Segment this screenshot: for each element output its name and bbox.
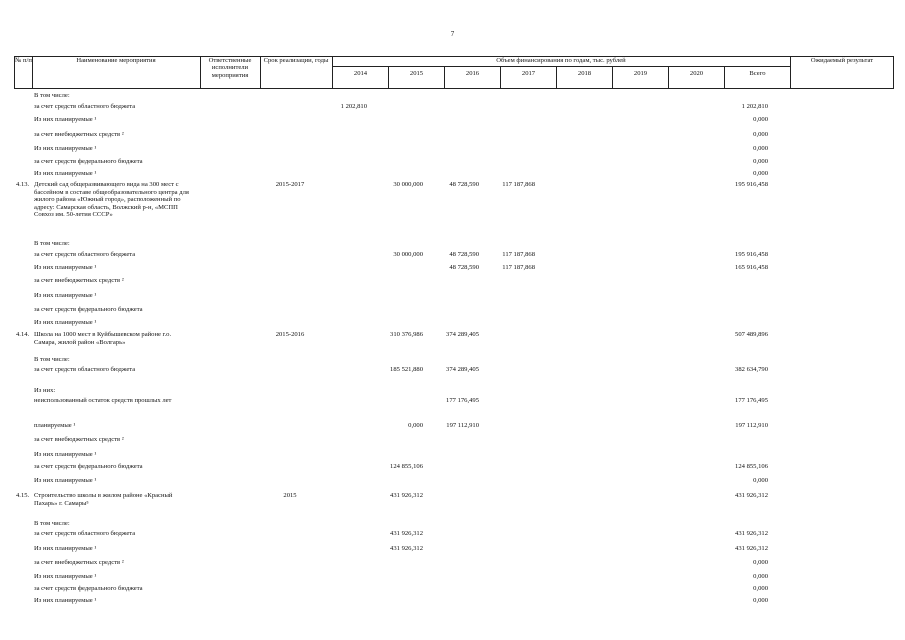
row-value: 117 187,868 [502, 181, 535, 188]
row-total: 0,000 [753, 559, 768, 566]
row-name: Из них планируемые ¹ [34, 451, 97, 458]
row-name: за счет внебюджетных средств ² [34, 277, 124, 284]
row-name: за счет внебюджетных средств ² [34, 436, 124, 443]
row-number: 4.15. [16, 492, 30, 499]
row-total: 0,000 [753, 145, 768, 152]
row-term: 2015-2016 [275, 331, 305, 338]
row-value: 374 289,405 [446, 331, 479, 338]
row-name: Детский сад общеразвивающего вида на 300 мест с бассейном в составе общеобразовательного центра для жилого района «Южный город», расположенный по адресу: Самарская область, Волжский р-н, «МСПП Совхоз им. 50-летия СССР» [34, 181, 189, 219]
row-name: Из них планируемые ¹ [34, 597, 97, 604]
row-value: 30 000,000 [393, 251, 423, 258]
page-number: 7 [450, 30, 455, 38]
row-total: 197 112,910 [735, 422, 768, 429]
row-value: 374 289,405 [446, 366, 479, 373]
row-name: Из них планируемые ¹ [34, 264, 97, 271]
row-name: Из них планируемые ¹ [34, 319, 97, 326]
row-value: 1 202,810 [340, 103, 367, 110]
row-total: 507 489,896 [735, 331, 768, 338]
row-name: планируемые ¹ [34, 422, 76, 429]
row-total: 177 176,495 [735, 397, 768, 404]
header-term: Срок реализации, годы [263, 57, 329, 64]
row-name: Из них планируемые ¹ [34, 292, 97, 299]
row-total: 0,000 [753, 116, 768, 123]
row-total: 165 916,458 [735, 264, 768, 271]
row-total: 124 855,106 [735, 463, 768, 470]
row-name: В том числе: [34, 92, 70, 99]
row-value: 48 728,590 [449, 251, 479, 258]
row-name: за счет средств областного бюджета [34, 530, 136, 537]
row-value: 431 926,312 [390, 530, 423, 537]
header-year: 2019 [633, 70, 648, 77]
row-name: за счет средств федерального бюджета [34, 158, 143, 165]
row-name: Из них планируемые ¹ [34, 116, 97, 123]
row-name: Из них планируемые ¹ [34, 477, 97, 484]
row-name: В том числе: [34, 520, 70, 527]
row-name: Из них планируемые ¹ [34, 170, 97, 177]
row-value: 117 187,868 [502, 264, 535, 271]
row-name: Из них планируемые ¹ [34, 573, 97, 580]
row-value: 197 112,910 [446, 422, 479, 429]
header-year: 2020 [689, 70, 704, 77]
row-total: 0,000 [753, 573, 768, 580]
header-executors: Ответственные исполнители мероприятия [208, 57, 252, 79]
row-name: за счет внебюджетных средств ² [34, 131, 124, 138]
row-name: за счет средств федерального бюджета [34, 463, 143, 470]
row-name: за счет внебюджетных средств ² [34, 559, 124, 566]
row-value: 431 926,312 [390, 545, 423, 552]
row-name: Из них планируемые ¹ [34, 545, 97, 552]
header-year: 2014 [353, 70, 368, 77]
row-term: 2015 [283, 492, 297, 499]
row-value: 185 521,880 [390, 366, 423, 373]
header-num: № п/п [15, 57, 32, 64]
row-name: за счет средств областного бюджета [34, 366, 136, 373]
row-name: неиспользованный остаток средств прошлых лет [34, 397, 172, 404]
row-value: 0,000 [408, 422, 423, 429]
header-year: 2015 [409, 70, 424, 77]
row-name: Школа на 1000 мест в Куйбышевском районе г.о. Самара, жилой район «Волгарь» [34, 331, 172, 346]
row-value: 177 176,495 [446, 397, 479, 404]
row-total: 195 916,458 [735, 181, 768, 188]
row-total: 1 202,810 [741, 103, 768, 110]
row-total: 431 926,312 [735, 492, 768, 499]
row-total: 0,000 [753, 131, 768, 138]
row-total: 195 916,458 [735, 251, 768, 258]
row-total: 382 634,790 [735, 366, 768, 373]
row-total: 0,000 [753, 585, 768, 592]
row-name: за счет средств федерального бюджета [34, 585, 143, 592]
row-number: 4.13. [16, 181, 30, 188]
header-name: Наименование мероприятия [76, 57, 156, 64]
header-result: Ожидаемый результат [810, 57, 874, 64]
row-value: 431 926,312 [390, 492, 423, 499]
row-value: 124 855,106 [390, 463, 423, 470]
row-name: В том числе: [34, 356, 70, 363]
row-total: 0,000 [753, 477, 768, 484]
row-number: 4.14. [16, 331, 30, 338]
row-value: 30 000,000 [393, 181, 423, 188]
row-value: 48 728,590 [449, 181, 479, 188]
row-name: Из них планируемые ¹ [34, 145, 97, 152]
row-total: 431 926,312 [735, 530, 768, 537]
header-total: Всего [749, 70, 766, 77]
header-funding: Объем финансирования по годам, тыс. рублей [496, 57, 626, 64]
row-name: за счет средств областного бюджета [34, 103, 136, 110]
table-header [14, 56, 894, 89]
row-name: Из них: [34, 387, 56, 394]
row-value: 117 187,868 [502, 251, 535, 258]
row-term: 2015-2017 [275, 181, 305, 188]
row-name: за счет средств федерального бюджета [34, 306, 143, 313]
row-value: 310 376,986 [390, 331, 423, 338]
row-name: за счет средств областного бюджета [34, 251, 136, 258]
header-year: 2018 [577, 70, 592, 77]
row-total: 431 926,312 [735, 545, 768, 552]
row-name: В том числе: [34, 240, 70, 247]
row-total: 0,000 [753, 170, 768, 177]
row-name: Строительство школы в жилом районе «Красный Пахарь» г. Самары⁵ [34, 492, 173, 507]
row-total: 0,000 [753, 158, 768, 165]
header-year: 2017 [521, 70, 536, 77]
header-year: 2016 [465, 70, 480, 77]
row-total: 0,000 [753, 597, 768, 604]
row-value: 48 728,590 [449, 264, 479, 271]
